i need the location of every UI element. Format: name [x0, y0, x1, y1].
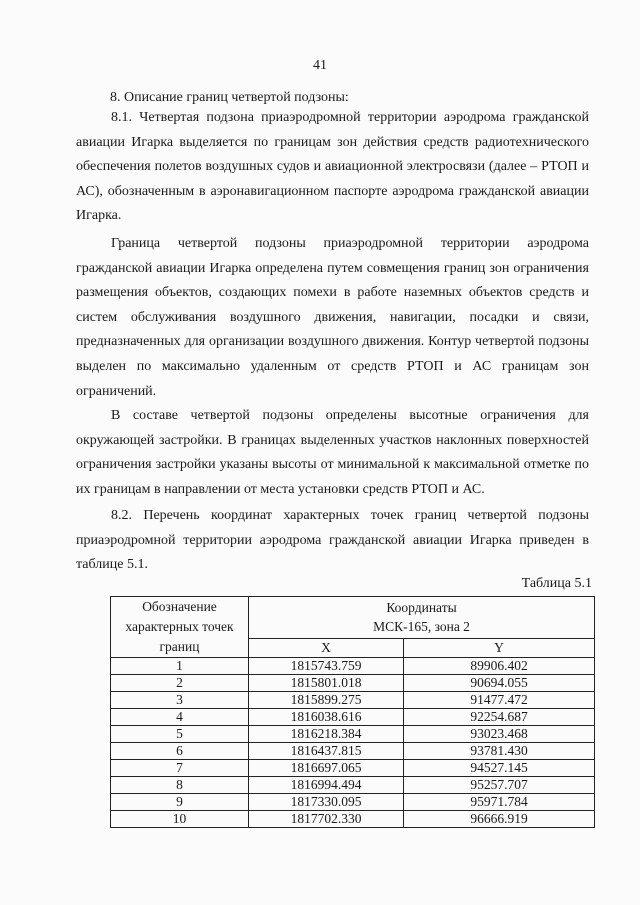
point-number: 9: [111, 794, 249, 811]
paragraph-text: 8.2. Перечень координат характерных точек границ четвертой подзоны приаэродромной территории аэродрома гражданской авиации Игарка приведен в таблице 5.1.: [76, 508, 589, 573]
header-coordinates-title: Координаты: [386, 600, 457, 616]
point-number: 8: [111, 777, 249, 794]
table-row: [111, 709, 595, 726]
header-point-designation: Обозначение характерных точек границ: [111, 597, 249, 658]
x-value: 1816437.815: [249, 743, 404, 760]
x-value: 1816038.616: [249, 709, 404, 726]
table-row: [111, 777, 595, 794]
header-y: Y: [404, 638, 595, 657]
paragraph-text: Граница четвертой подзоны приаэродромной территории аэродрома гражданской авиации Игарка определена путем совмещения границ зон ограничения размещения объектов, создающих помехи в работе наземных объектов средств и систем обслуживания воздушного движения, навигации, посадки и связи, предназначенных для организации воздушного движения. Контур четвертой подзоны выделен по максимально удаленным от средств РТОП и АС границам зон ограничений.: [76, 236, 589, 399]
table-row: [111, 743, 595, 760]
header-coordinates: [249, 597, 595, 639]
y-value: 93781.430: [404, 743, 595, 760]
y-value: 95257.707: [404, 777, 595, 794]
point-number: 4: [111, 709, 249, 726]
paragraph-boundary: [76, 232, 589, 404]
page-number: 41: [313, 58, 327, 73]
point-number: 3: [111, 692, 249, 709]
x-value: 1816218.384: [249, 726, 404, 743]
point-number: 6: [111, 743, 249, 760]
y-value: 93023.468: [404, 726, 595, 743]
header-coordinate-system: МСК-165, зона 2: [373, 619, 470, 635]
section-heading: 8. Описание границ четвертой подзоны:: [110, 90, 349, 105]
point-number: 2: [111, 675, 249, 692]
point-number: 5: [111, 726, 249, 743]
x-value: 1815899.275: [249, 692, 404, 709]
table-row: [111, 760, 595, 777]
x-value: 1815743.759: [249, 658, 404, 675]
table-row: [111, 726, 595, 743]
y-value: 94527.145: [404, 760, 595, 777]
table-row: [111, 794, 595, 811]
paragraph-height-limits: [76, 404, 589, 502]
paragraph-8-1: [76, 106, 589, 229]
point-number: 7: [111, 760, 249, 777]
point-number: 10: [111, 811, 249, 828]
y-value: 95971.784: [404, 794, 595, 811]
x-value: 1815801.018: [249, 675, 404, 692]
x-value: 1817702.330: [249, 811, 404, 828]
paragraph-text: В составе четвертой подзоны определены высотные ограничения для окружающей застройки. В границах выделенных участков наклонных поверхностей ограничения застройки указаны высоты от минимальной к максимальной отметке по их границам в направлении от места установки средств РТОП и АС.: [76, 408, 589, 497]
x-value: 1816994.494: [249, 777, 404, 794]
x-value: 1816697.065: [249, 760, 404, 777]
table-row: [111, 658, 595, 675]
table-caption: Таблица 5.1: [521, 576, 592, 591]
point-number: 1: [111, 658, 249, 675]
paragraph-text: 8.1. Четвертая подзона приаэродромной территории аэродрома гражданской авиации Игарка выделяется по границам зон действия средств радиотехнического обеспечения полетов воздушных судов и авиационной электросвязи (далее – РТОП и АС), обозначенным в аэронавигационном паспорте аэродрома гражданской авиации Игарка.: [76, 110, 589, 224]
coordinates-table: [110, 596, 595, 828]
table-row: [111, 692, 595, 709]
y-value: 90694.055: [404, 675, 595, 692]
y-value: 91477.472: [404, 692, 595, 709]
y-value: 92254.687: [404, 709, 595, 726]
header-x: X: [249, 638, 404, 657]
y-value: 89906.402: [404, 658, 595, 675]
x-value: 1817330.095: [249, 794, 404, 811]
table-row: [111, 811, 595, 828]
paragraph-8-2: [76, 504, 589, 578]
y-value: 96666.919: [404, 811, 595, 828]
table-row: [111, 675, 595, 692]
